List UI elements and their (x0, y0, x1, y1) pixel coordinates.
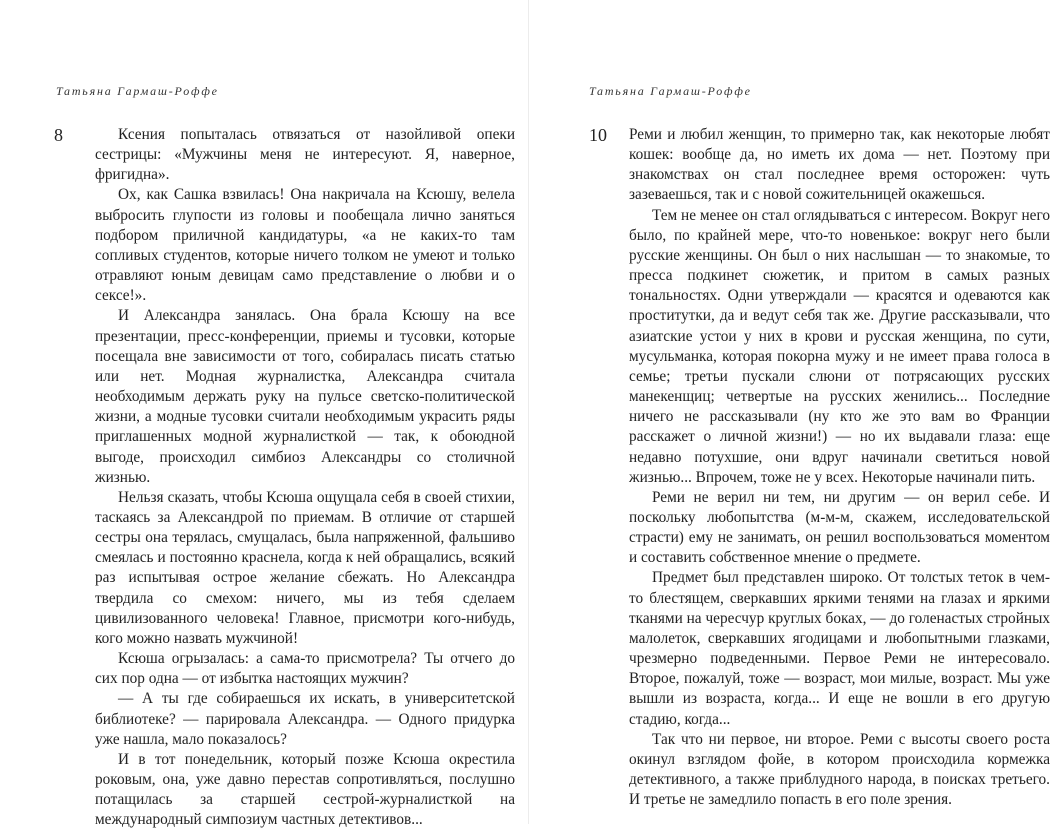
body-text (629, 125, 1050, 810)
running-head: Татьяна Гармаш-Роффе (589, 84, 752, 98)
left-page (0, 0, 528, 829)
body-text (95, 125, 515, 830)
paragraph: Ох, как Сашка взвилась! Она накричала на Ксюшу, велела выбросить глупости из головы и пообещала лично заняться подбором приличной кандидатуры, «а не каких-то там сопливых студентов, которые ничего толком не умеют и только отравляют юным девицам само представление о любви и о сексе!». (95, 186, 515, 305)
paragraph: Реми не верил ни тем, ни другим — он верил себе. И поскольку любопытства (м-м-м, скажем, исследовательской страсти) ему не занимать, он решил воспользоваться моментом и составить собственное мнение о предмете. (629, 488, 1050, 567)
paragraph: Нельзя сказать, чтобы Ксюша ощущала себя в своей стихии, таскаясь за Александрой по приемам. В отличие от старшей сестры она терялась, смущалась, была напряженной, фальшиво смеялась и постоянно краснела, когда к ней обращались, всякий раз испытывая острое желание сбежать. Но Александра твердила со смехом: ничего, мы из тебя сделаем цивилизованного человека! Главное, присмотри кого-нибудь, кого можно назвать мужчиной! (95, 488, 515, 647)
paragraph: Предмет был представлен широко. От толстых теток в чем-то блестящем, сверкавших яркими тенями на глазах и яркими тканями на чересчур круглых боках, — до голенастых стройных малолеток, сверкавших ягодицами и любопытными глазками, чрезмерно подведенными. Первое Реми не интересовало. Второе, пожалуй, тоже — возраст, мои милые, возраст. Мы уже вышли из возраста, когда... И еще не вошли в его другую стадию, когда... (629, 569, 1050, 728)
paragraph: Ксюша огрызалась: а сама-то присмотрела? Ты отчего до сих пор одна — от избытка настоящих мужчин? (95, 650, 515, 688)
paragraph: Реми и любил женщин, то примерно так, как некоторые любят кошек: вообще да, но иметь их дома — нет. Поэтому при знакомствах он стал последнее время осторожен: чуть зазеваешься, так и с новой сожительницей окажешься. (629, 126, 1050, 204)
paragraph: — А ты где собираешься их искать, в университетской библиотеке? — парировала Александра. — Одного придурка уже нашла, мало показалось? (95, 690, 515, 748)
running-head: Татьяна Гармаш-Роффе (56, 84, 219, 98)
paragraph: И в тот понедельник, который позже Ксюша окрестила роковым, она, уже давно перестав сопротивляться, послушно потащилась за старшей сестрой-журналисткой на международный симпозиум частных детективов... (95, 750, 515, 829)
paragraph: Ксения попыталась отвязаться от назойливой опеки сестрицы: «Мужчины меня не интересуют. Я, наверное, фригидна». (95, 126, 515, 184)
page-number: 8 (54, 125, 63, 145)
page-number: 10 (589, 125, 607, 145)
paragraph: И Александра занялась. Она брала Ксюшу на все презентации, пресс-конференции, приемы и тусовки, которые посещала вне зависимости от того, собиралась писать статью или нет. Модная журналистка, Александра считала необходимым держать руку на пульсе светско-политической жизни, а модные тусовки считали необходимым украсить ряды приглашенных модной журналисткой — так, к обоюдной выгоде, происходил симбиоз Александры со столичной жизнью. (95, 307, 515, 486)
paragraph: Тем не менее он стал оглядываться с интересом. Вокруг него было, по крайней мере, что-то новенькое: вокруг него были русские женщины. Он был о них наслышан — то знакомые, то пресса подкинет сюжетик, и притом в самых разных тональностях. Одни утверждали — красятся и одеваются как проститутки, да и ведут себя так же. Другие рассказывали, что азиатские устои у них в крови и русская женщина, по сути, мусульманка, которая покорна мужу и не имеет права голоса в семье; третьи пускали слюни от потрясающих русских манекенщиц; четвертые на русских женились... Последние ничего не рассказывали (ну кто же это вам во Франции расскажет о личной жизни!) — но их выдавали глаза: еще недавно потухшие, они вдруг начинали светиться новой жизнью... Впрочем, тоже не у всех. Некоторые начинали пить. (629, 206, 1050, 486)
paragraph: Так что ни первое, ни второе. Реми с высоты своего роста окинул взглядом фойе, в котором происходила кормежка детективного, а также приблудного народа, в поисках третьего. И третье не замедлило попасть в его поле зрения. (629, 730, 1050, 809)
right-page (529, 0, 1060, 824)
